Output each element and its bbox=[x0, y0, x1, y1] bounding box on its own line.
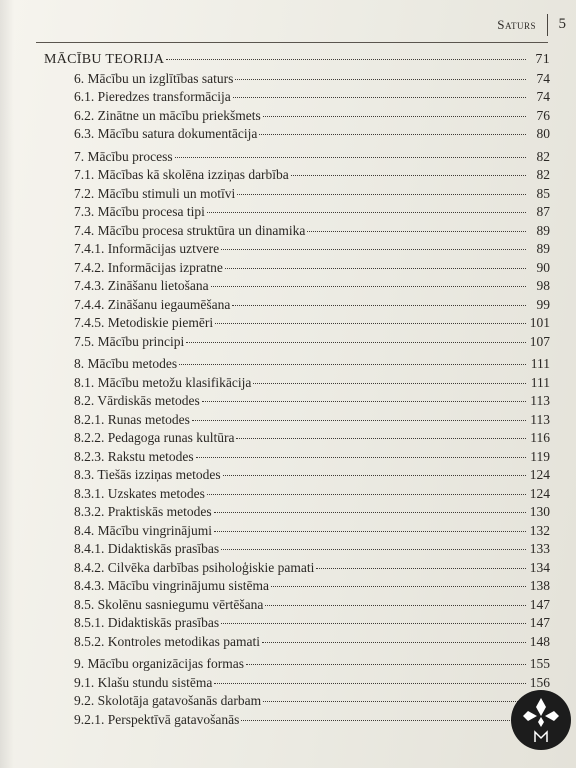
toc-entry-title: 8.5.2. Kontroles metodikas pamati bbox=[74, 633, 260, 649]
toc-entry-page: 113 bbox=[530, 393, 550, 408]
toc-entry bbox=[38, 297, 550, 316]
toc-entry-page: 99 bbox=[536, 296, 550, 312]
toc-entry bbox=[38, 393, 550, 412]
dot-leader bbox=[214, 512, 526, 513]
toc-entry bbox=[38, 712, 550, 731]
toc-entry-page: 134 bbox=[529, 559, 550, 575]
toc-entry-page: 111 bbox=[530, 374, 550, 390]
dot-leader bbox=[236, 438, 526, 439]
dot-leader bbox=[237, 194, 526, 195]
toc-entry-page: 147 bbox=[529, 615, 550, 630]
toc-entry-title: 7.4.3. Zināšanu lietošana bbox=[74, 278, 209, 293]
toc-entry-page: 98 bbox=[536, 278, 550, 293]
toc-entry-page: 76 bbox=[536, 107, 550, 123]
toc-entry-title: 8.3. Tiešās izziņas metodes bbox=[74, 467, 221, 482]
diamond-logo-icon bbox=[511, 690, 571, 750]
dot-leader bbox=[263, 701, 526, 702]
toc-entry bbox=[38, 167, 550, 186]
toc-entry bbox=[38, 204, 550, 223]
toc-entry-title: 7.5. Mācību principi bbox=[74, 333, 185, 349]
toc-entry-page: 85 bbox=[536, 185, 550, 201]
toc-entry-title: 7.1. Mācības kā skolēna izziņas darbība bbox=[74, 167, 289, 182]
dot-leader bbox=[246, 664, 526, 665]
toc-entry bbox=[38, 52, 550, 71]
toc-entry-page: 148 bbox=[529, 633, 550, 649]
toc-entry-title: 8.2.2. Pedagoga runas kultūra bbox=[74, 430, 235, 445]
dot-leader bbox=[221, 623, 526, 624]
toc-entry-page: 116 bbox=[530, 430, 550, 445]
toc-entry-page: 124 bbox=[529, 467, 550, 482]
toc-entry bbox=[38, 504, 550, 523]
toc-entry bbox=[38, 560, 550, 579]
toc-entry-title: 9.1. Klašu stundu sistēma bbox=[74, 674, 213, 690]
toc-entry-title: MĀCĪBU TEORIJA bbox=[44, 52, 165, 67]
toc-entry-title: 7.4. Mācību procesa struktūra un dinamika bbox=[74, 222, 306, 238]
toc-entry bbox=[38, 523, 550, 542]
toc-entry-page: 74 bbox=[536, 89, 550, 104]
dot-leader bbox=[253, 383, 526, 384]
dot-leader bbox=[192, 420, 526, 421]
toc-entry bbox=[38, 675, 550, 694]
toc-entry bbox=[38, 430, 550, 449]
dot-leader bbox=[202, 401, 526, 402]
toc-entry bbox=[38, 89, 550, 108]
toc-entry-page: 74 bbox=[536, 70, 550, 86]
toc-entry-title: 7.4.5. Metodiskie piemēri bbox=[74, 315, 214, 330]
dot-leader bbox=[166, 59, 526, 60]
running-head bbox=[0, 16, 576, 36]
toc-entry bbox=[38, 597, 550, 616]
toc-entry-page: 113 bbox=[530, 411, 550, 427]
toc-entry-title: 7. Mācību process bbox=[74, 148, 173, 164]
toc-entry-title: 6.1. Pieredzes transformācija bbox=[74, 89, 231, 104]
toc-entry bbox=[38, 334, 550, 353]
toc-entry-title: 8.3.1. Uzskates metodes bbox=[74, 485, 205, 501]
toc-entry-page: 89 bbox=[536, 222, 550, 238]
toc-entry-page: 82 bbox=[536, 148, 550, 164]
dot-leader bbox=[214, 531, 526, 532]
toc-entry bbox=[38, 186, 550, 205]
toc-entry-title: 6.3. Mācību satura dokumentācija bbox=[74, 126, 258, 141]
toc-entry bbox=[38, 412, 550, 431]
running-title: Saturs bbox=[497, 17, 536, 32]
toc-entry bbox=[38, 656, 550, 675]
toc-entry-title: 8.4.1. Didaktiskās prasības bbox=[74, 541, 220, 556]
toc-entry-page: 155 bbox=[529, 656, 550, 671]
toc-entry-page: 132 bbox=[529, 522, 550, 538]
dot-leader bbox=[207, 212, 526, 213]
toc-entry-title: 8.5. Skolēnu sasniegumu vērtēšana bbox=[74, 596, 264, 612]
toc-entry-page: 111 bbox=[530, 356, 550, 371]
toc-entry bbox=[38, 578, 550, 597]
dot-leader bbox=[225, 268, 526, 269]
toc-entry-title: 8. Mācību metodes bbox=[74, 356, 178, 371]
page-number: 5 bbox=[558, 16, 566, 32]
toc-entry-title: 9. Mācību organizācijas formas bbox=[74, 656, 244, 671]
toc-entry-title: 8.4.3. Mācību vingrinājumu sistēma bbox=[74, 578, 269, 593]
dot-leader bbox=[235, 79, 526, 80]
toc-entry bbox=[38, 615, 550, 634]
toc-entry bbox=[38, 149, 550, 168]
toc-entry-title: 9.2. Skolotāja gatavošanās darbam bbox=[74, 693, 262, 708]
toc-entry-title: 7.3. Mācību procesa tipi bbox=[74, 204, 205, 219]
toc-entry-page: 124 bbox=[529, 485, 550, 501]
header-divider bbox=[547, 14, 548, 36]
dot-leader bbox=[221, 549, 526, 550]
dot-leader bbox=[259, 134, 526, 135]
table-of-contents bbox=[38, 52, 550, 730]
dot-leader bbox=[215, 323, 526, 324]
toc-entry-page: 82 bbox=[536, 167, 550, 182]
toc-entry-title: 8.2.3. Rakstu metodes bbox=[74, 448, 194, 464]
toc-entry-page: 80 bbox=[536, 126, 550, 141]
toc-entry-title: 7.2. Mācību stimuli un motīvi bbox=[74, 185, 236, 201]
toc-entry-page: 107 bbox=[529, 333, 550, 349]
toc-entry-page: 90 bbox=[536, 259, 550, 275]
toc-entry bbox=[38, 375, 550, 394]
toc-entry-title: 8.2.1. Runas metodes bbox=[74, 411, 190, 427]
dot-leader bbox=[221, 249, 526, 250]
toc-entry bbox=[38, 356, 550, 375]
dot-leader bbox=[241, 720, 526, 721]
dot-leader bbox=[179, 364, 526, 365]
dot-leader bbox=[265, 605, 526, 606]
toc-entry-page: 147 bbox=[529, 596, 550, 612]
toc-entry-page: 101 bbox=[529, 315, 550, 330]
toc-entry bbox=[38, 108, 550, 127]
toc-entry-page: 133 bbox=[529, 541, 550, 556]
dot-leader bbox=[233, 97, 526, 98]
toc-entry-title: 8.4.2. Cilvēka darbības psiholoģiskie pamati bbox=[74, 559, 315, 575]
toc-entry-page: 87 bbox=[536, 204, 550, 219]
toc-entry bbox=[38, 541, 550, 560]
toc-entry bbox=[38, 71, 550, 90]
toc-entry-title: 7.4.4. Zināšanu iegaumēšana bbox=[74, 296, 231, 312]
toc-entry bbox=[38, 278, 550, 297]
dot-leader bbox=[223, 475, 526, 476]
toc-entry bbox=[38, 693, 550, 712]
toc-entry bbox=[38, 634, 550, 653]
dot-leader bbox=[214, 683, 526, 684]
toc-entry bbox=[38, 449, 550, 468]
toc-entry-page: 156 bbox=[529, 674, 550, 690]
dot-leader bbox=[232, 305, 526, 306]
toc-entry bbox=[38, 315, 550, 334]
toc-entry bbox=[38, 223, 550, 242]
toc-entry-title: 7.4.1. Informācijas uztvere bbox=[74, 241, 220, 256]
dot-leader bbox=[262, 642, 526, 643]
dot-leader bbox=[291, 175, 526, 176]
watermark-badge bbox=[511, 690, 571, 750]
dot-leader bbox=[211, 286, 526, 287]
toc-entry-page: 71 bbox=[535, 52, 550, 67]
dot-leader bbox=[186, 342, 526, 343]
toc-entry-title: 6. Mācību un izglītības saturs bbox=[74, 70, 234, 86]
toc-entry-page: 89 bbox=[536, 241, 550, 256]
dot-leader bbox=[316, 568, 526, 569]
toc-entry-title: 8.4. Mācību vingrinājumi bbox=[74, 522, 212, 538]
dot-leader bbox=[196, 457, 526, 458]
header-rule bbox=[36, 42, 548, 43]
toc-entry-title: 8.3.2. Praktiskās metodes bbox=[74, 504, 212, 519]
toc-entry-page: 130 bbox=[529, 504, 550, 519]
toc-entry bbox=[38, 486, 550, 505]
page-shadow bbox=[0, 0, 14, 768]
toc-entry-title: 6.2. Zinātne un mācību priekšmets bbox=[74, 107, 261, 123]
toc-entry bbox=[38, 260, 550, 279]
toc-entry-title: 8.2. Vārdiskās metodes bbox=[74, 393, 200, 408]
toc-entry-page: 138 bbox=[529, 578, 550, 593]
dot-leader bbox=[307, 231, 526, 232]
toc-entry-title: 7.4.2. Informācijas izpratne bbox=[74, 259, 223, 275]
toc-entry-page: 119 bbox=[530, 448, 550, 464]
dot-leader bbox=[175, 157, 526, 158]
toc-entry bbox=[38, 126, 550, 145]
toc-entry-title: 9.2.1. Perspektīvā gatavošanās bbox=[74, 711, 240, 727]
toc-entry-title: 8.1. Mācību metožu klasifikācija bbox=[74, 374, 252, 390]
toc-entry bbox=[38, 467, 550, 486]
toc-entry bbox=[38, 241, 550, 260]
dot-leader bbox=[263, 116, 526, 117]
dot-leader bbox=[271, 586, 526, 587]
toc-entry-title: 8.5.1. Didaktiskās prasības bbox=[74, 615, 220, 630]
dot-leader bbox=[207, 494, 526, 495]
